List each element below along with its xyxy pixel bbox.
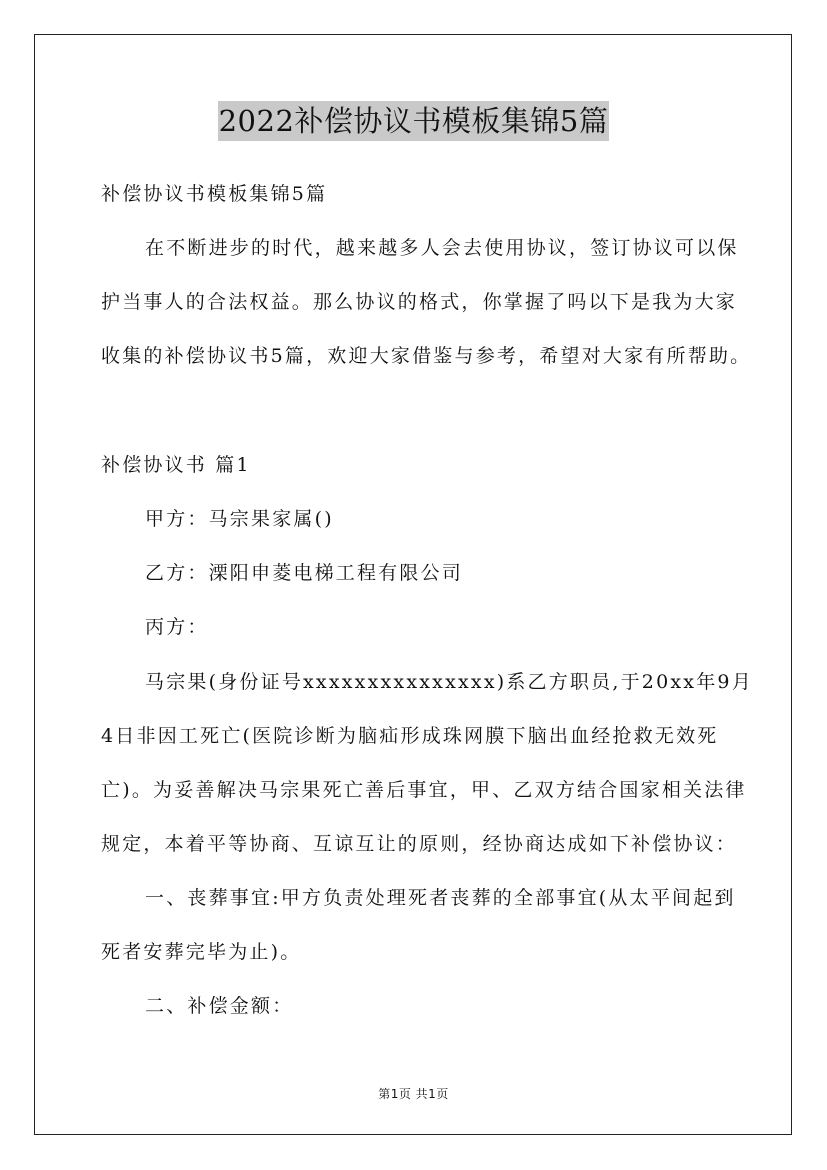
title-container [0, 101, 827, 141]
party-b: 乙方：溧阳申菱电梯工程有限公司 [145, 562, 464, 584]
body-line: 4日非因工死亡(医院诊断为脑疝形成珠网膜下脑出血经抢救无效死 [101, 725, 719, 747]
document-subtitle: 补偿协议书模板集锦5篇 [101, 183, 328, 205]
section-heading: 补偿协议书 篇1 [101, 454, 251, 476]
intro-line: 护当事人的合法权益。那么协议的格式，你掌握了吗以下是我为大家 [101, 291, 738, 313]
party-a: 甲方：马宗果家属() [145, 508, 334, 530]
clause-1-line: 一、丧葬事宜:甲方负责处理死者丧葬的全部事宜(从太平间起到 [145, 887, 736, 909]
intro-line: 在不断进步的时代，越来越多人会去使用协议，签订协议可以保 [145, 237, 739, 259]
clause-1-line: 死者安葬完毕为止)。 [101, 941, 302, 963]
body-line: 亡)。为妥善解决马宗果死亡善后事宜，甲、乙双方结合国家相关法律 [101, 779, 747, 801]
page-footer: 第1页 共1页 [378, 1087, 449, 1101]
clause-2: 二、补偿金额： [145, 995, 294, 1017]
document-title: 2022补偿协议书模板集锦5篇 [218, 101, 610, 141]
intro-line: 收集的补偿协议书5篇，欢迎大家借鉴与参考，希望对大家有所帮助。 [101, 345, 752, 367]
body-line: 规定，本着平等协商、互谅互让的原则，经协商达成如下补偿协议： [101, 833, 738, 855]
body-line: 马宗果(身份证号xxxxxxxxxxxxxxx)系乙方职员,于20xx年9月 [145, 671, 753, 693]
party-c: 丙方： [145, 616, 209, 638]
